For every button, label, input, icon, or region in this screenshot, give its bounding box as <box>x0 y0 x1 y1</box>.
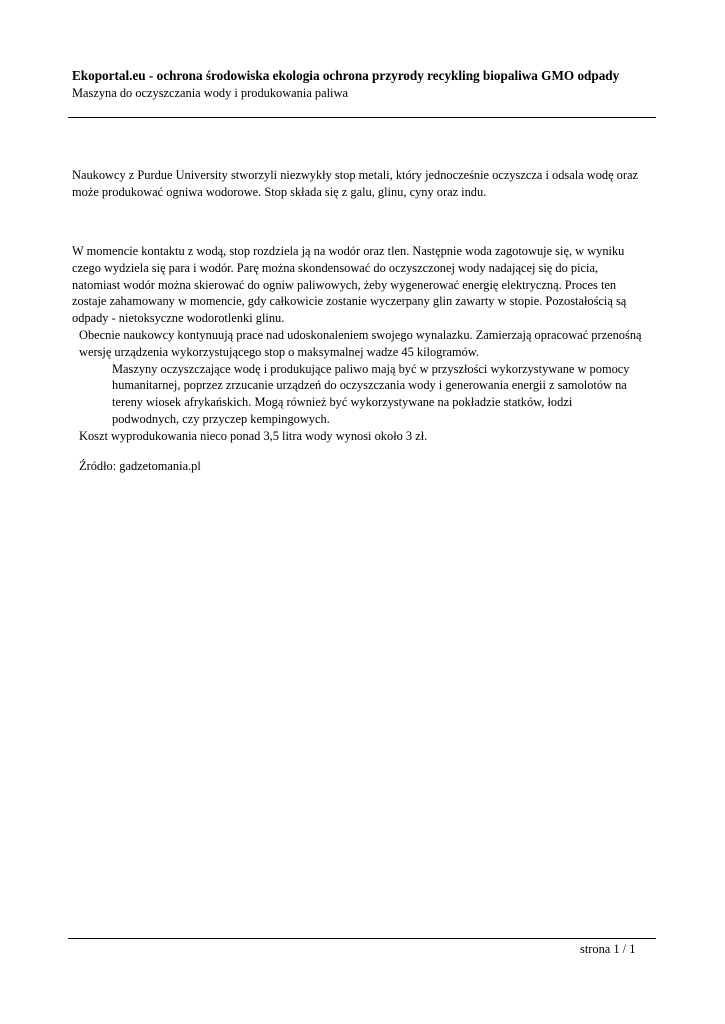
paragraph-3: Maszyny oczyszczające wodę i produkujące paliwo mają być w przyszłości wykorzystywane w pomocy humanitarnej, poprzez zrzucanie urządzeń do oczyszczania wody i generowania energii z samolotów na tereny wiosek afrykańskich. Mogą również być wykorzystywane na pokładzie statków, łodzi podwodnych, czy przyczep kempingowych. <box>112 361 630 426</box>
page-number: strona 1 / 1 <box>580 942 636 956</box>
intro-paragraph <box>72 167 642 201</box>
source-credit: Źródło: gadzetomania.pl <box>79 459 201 473</box>
paragraph-1: W momencie kontaktu z wodą, stop rozdziela ją na wodór oraz tlen. Następnie woda zagotowuje się, w wyniku czego wydziela się para i wodór. Parę można skondensować do oczyszczonej wody nadającej się do picia, natomiast wodór można skierować do ogniw paliwowych, żeby wygenerować energię elektryczną. Proces ten zostaje zahamowany w momencie, gdy całkowicie zostanie wyczerpany glin zawarty w stopie. Pozostałością są odpady - nietoksyczne wodorotlenki glinu. <box>72 244 627 326</box>
footer-divider <box>68 938 656 939</box>
article-body <box>72 243 642 445</box>
article-title: Maszyna do oczyszczania wody i produkowania paliwa <box>72 86 348 100</box>
intro-text: Naukowcy z Purdue University stworzyli niezwykły stop metali, który jednocześnie oczyszcza i odsala wodę oraz może produkować ogniwa wodorowe. Stop składa się z galu, glinu, cyny oraz indu. <box>72 168 639 199</box>
site-title: Ekoportal.eu - ochrona środowiska ekologia ochrona przyrody recykling biopaliwa GMO odpady <box>72 68 620 83</box>
paragraph-4: Koszt wyprodukowania nieco ponad 3,5 litra wody wynosi około 3 zł. <box>79 428 428 443</box>
header-divider <box>68 117 656 118</box>
paragraph-2: Obecnie naukowcy kontynuują prace nad udoskonaleniem swojego wynalazku. Zamierzają opracować przenośną wersję urządzenia wykorzystującego stop o maksymalnej wadze 45 kilogramów. <box>79 327 642 359</box>
